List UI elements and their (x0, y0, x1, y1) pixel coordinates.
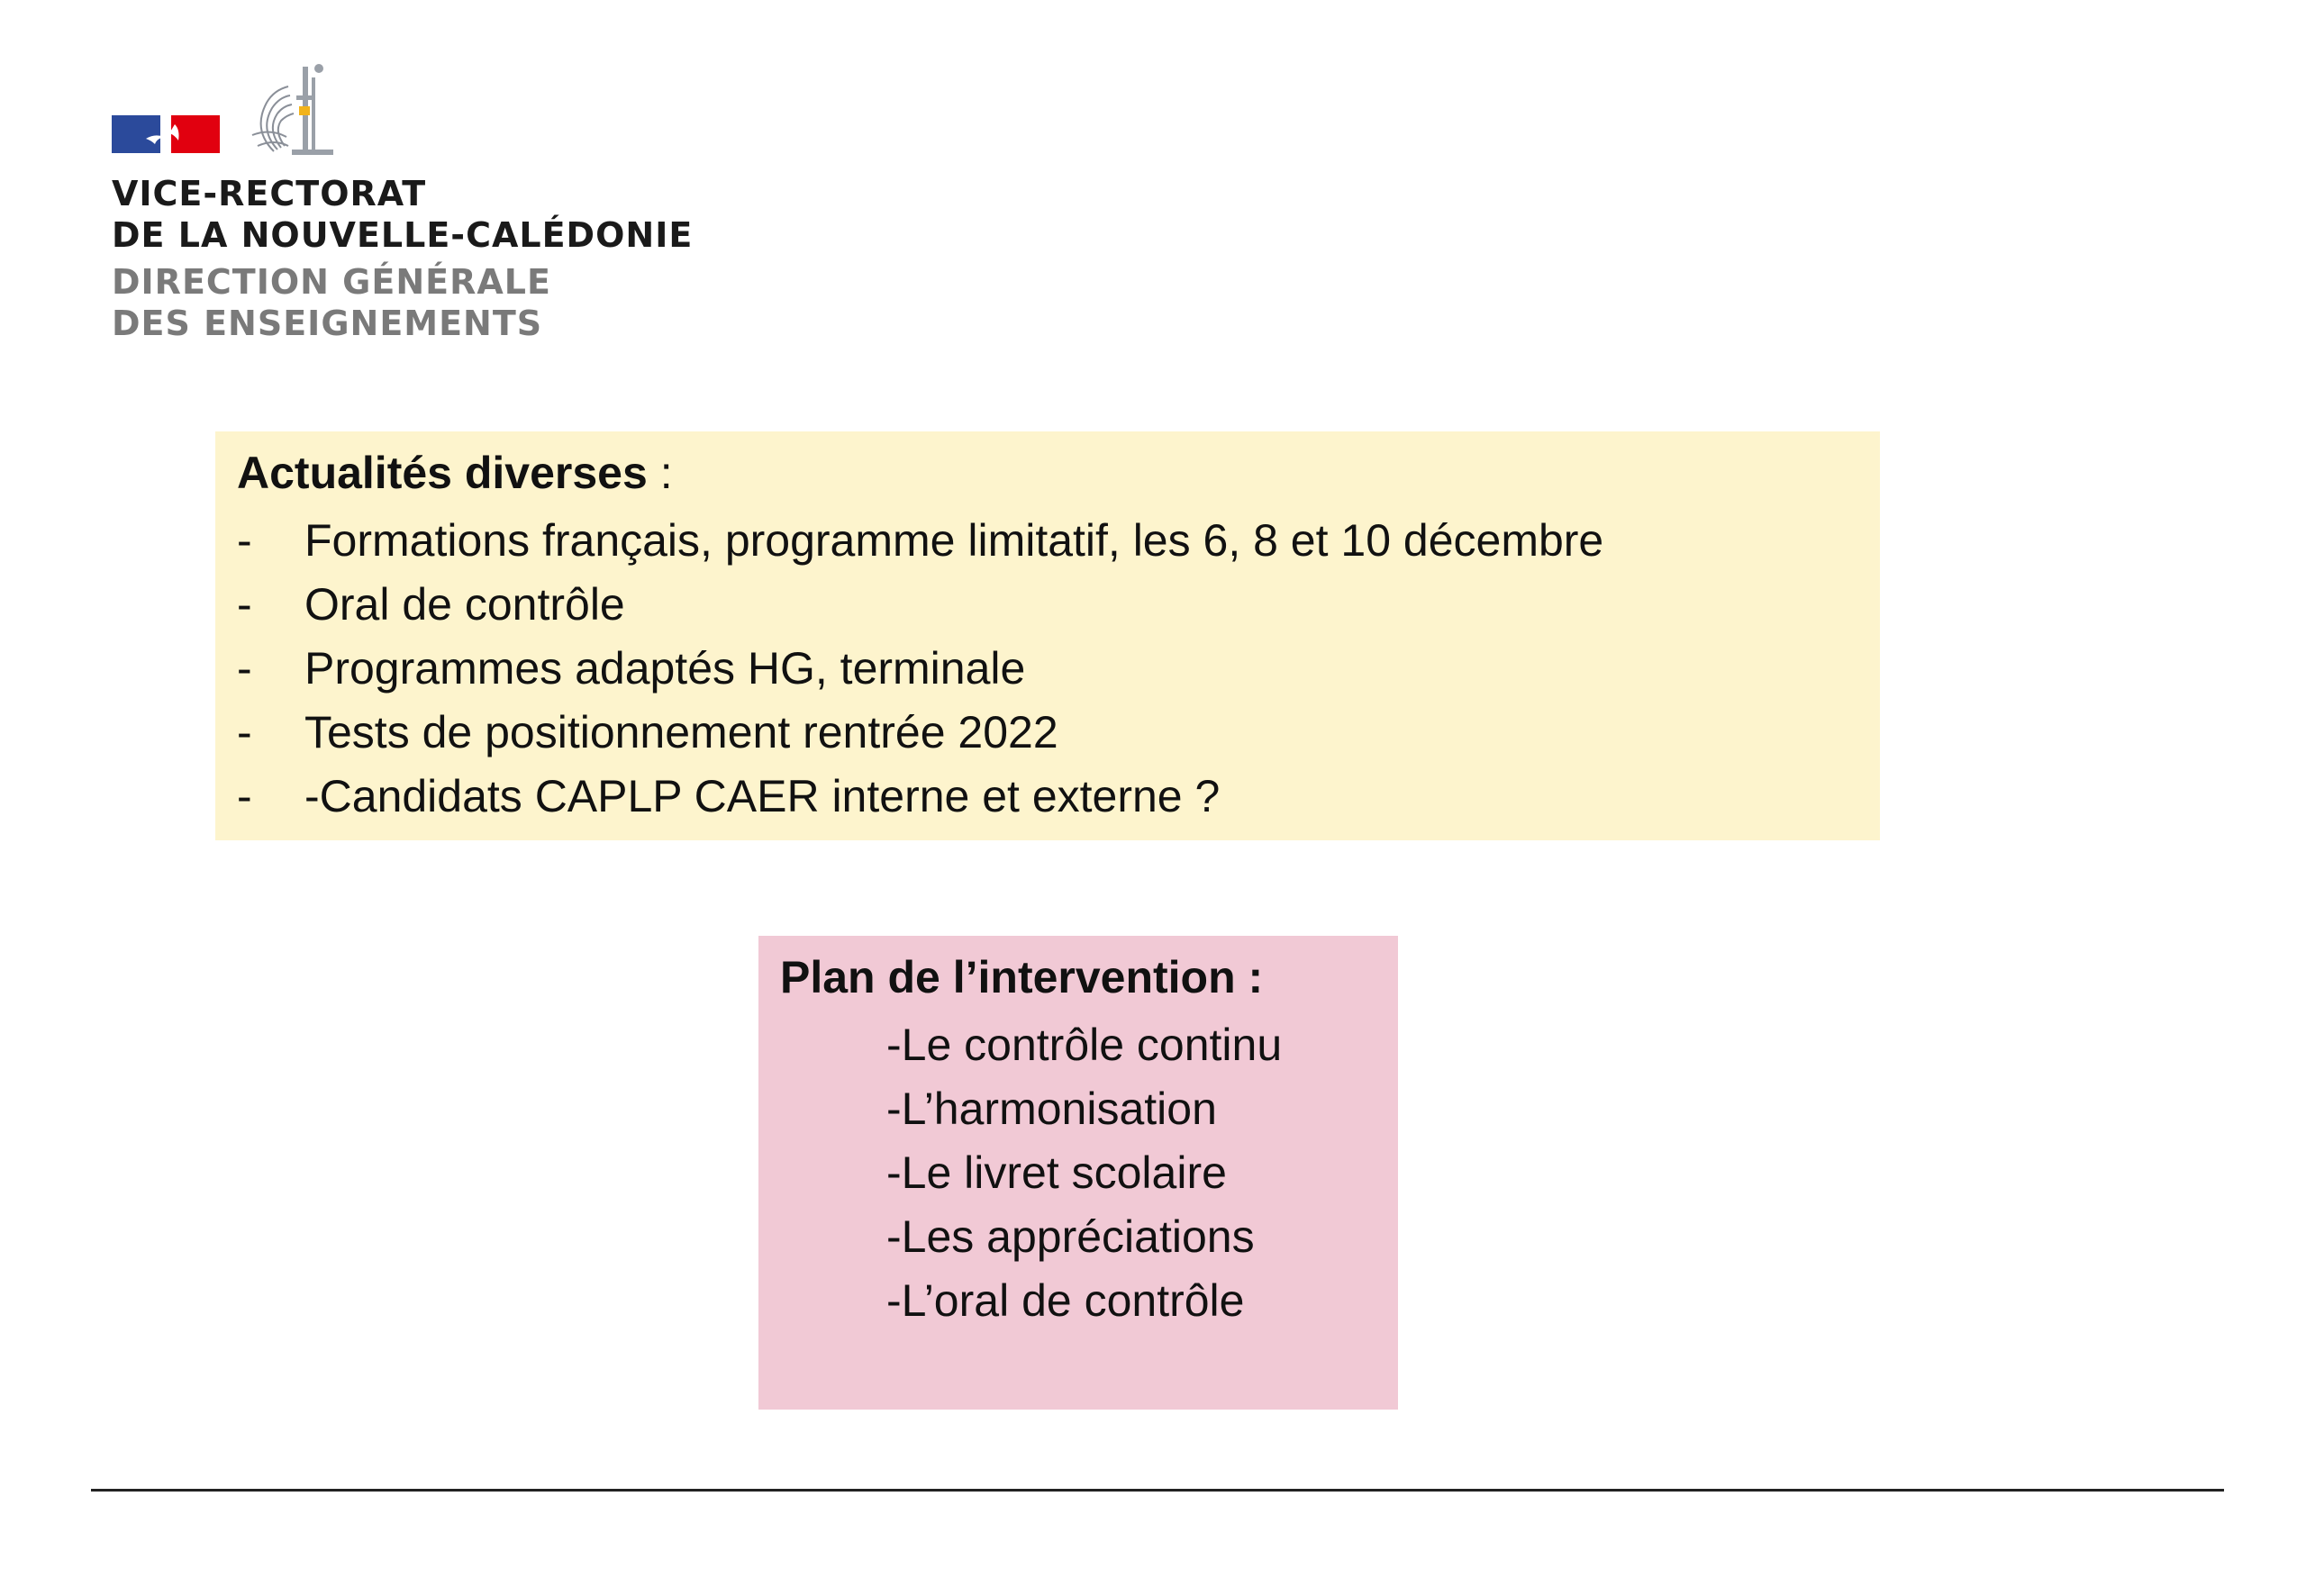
org-name-line-3: DIRECTION GÉNÉRALE (112, 262, 551, 302)
news-item-text: Programmes adaptés HG, terminale (304, 643, 1026, 694)
plan-title: Plan de l’intervention : (780, 952, 1264, 1002)
new-caledonia-emblem-logo (247, 59, 337, 160)
plan-item: -Le contrôle continu (886, 1020, 1283, 1070)
org-name-line-1: VICE-RECTORAT (112, 174, 427, 213)
news-item-text: Formations français, programme limitatif, les 6, 8 et 10 décembre (304, 515, 1604, 566)
org-name-line-2: DE LA NOUVELLE-CALÉDONIE (112, 215, 694, 255)
news-title (237, 446, 673, 500)
bullet-dash: - (237, 515, 252, 566)
bullet-dash: - (237, 579, 252, 630)
institution-logo-block (112, 59, 760, 357)
plan-item: -Les appréciations (886, 1211, 1255, 1262)
org-name-line-4: DES ENSEIGNEMENTS (112, 304, 543, 343)
news-item-text: -Candidats CAPLP CAER interne et externe ? (304, 771, 1221, 821)
plan-item: -L’harmonisation (886, 1084, 1217, 1134)
plan-list (886, 1013, 1282, 1333)
news-box (215, 431, 1880, 840)
bullet-dash: - (237, 771, 252, 821)
bullet-dash: - (237, 643, 252, 694)
plan-box (758, 936, 1398, 1410)
plan-item: -Le livret scolaire (886, 1147, 1227, 1198)
plan-item: -L’oral de contrôle (886, 1275, 1245, 1326)
news-title-text: Actualités diverses (237, 448, 648, 498)
footer-divider (91, 1489, 2224, 1492)
news-title-suffix: : (647, 448, 673, 498)
news-item-text: Oral de contrôle (304, 579, 625, 630)
news-item-text: Tests de positionnement rentrée 2022 (304, 707, 1058, 757)
marianne-flag-logo (112, 112, 220, 155)
bullet-dash: - (237, 707, 252, 757)
